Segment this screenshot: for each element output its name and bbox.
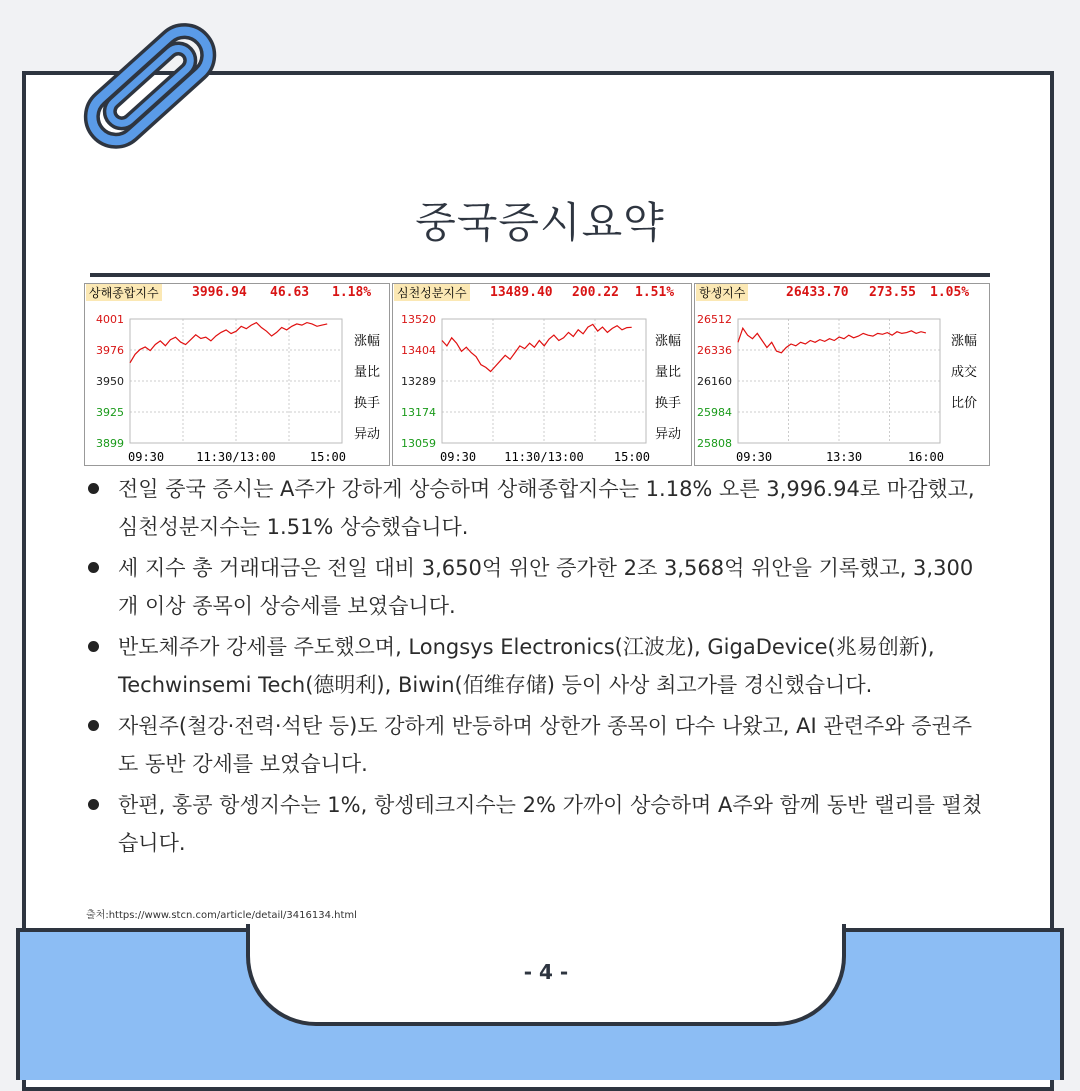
index-pct: 1.51% <box>635 285 675 300</box>
side-label: 换手 <box>354 396 381 411</box>
chart-shenzhen-component <box>392 283 692 466</box>
side-label: 比价 <box>951 396 978 411</box>
side-label: 成交 <box>951 365 978 380</box>
chart-header <box>694 283 990 303</box>
y-tick-label: 4001 <box>96 313 124 326</box>
page-title: 중국증시요약 <box>415 198 665 247</box>
chart-header <box>84 283 390 303</box>
index-name: 항셍지수 <box>696 284 748 301</box>
index-name: 상해종합지수 <box>86 284 162 301</box>
y-tick-label: 3976 <box>96 344 124 357</box>
x-tick-label: 09:30 <box>440 450 477 464</box>
index-pct: 1.05% <box>930 285 970 300</box>
side-label: 涨幅 <box>655 334 682 349</box>
page-number-tab <box>246 924 846 1026</box>
index-pct: 1.18% <box>332 285 372 300</box>
side-label: 量比 <box>354 365 381 380</box>
y-tick-label: 13404 <box>401 344 436 357</box>
chart-shanghai-composite <box>84 283 390 466</box>
side-label: 量比 <box>655 365 682 380</box>
series-line <box>738 328 926 353</box>
index-name: 심천성분지수 <box>394 284 470 301</box>
y-tick-label: 25984 <box>697 406 732 419</box>
x-tick-label: 11:30/13:00 <box>196 450 276 464</box>
y-tick-label: 25808 <box>697 437 732 450</box>
x-tick-label: 09:30 <box>128 450 165 464</box>
y-tick-label: 26512 <box>697 313 732 326</box>
side-label: 换手 <box>655 396 682 411</box>
y-tick-label: 13289 <box>401 375 436 388</box>
side-label: 异动 <box>354 427 381 442</box>
y-tick-label: 26160 <box>697 375 732 388</box>
x-tick-label: 09:30 <box>736 450 773 464</box>
y-tick-label: 26336 <box>697 344 732 357</box>
index-price: 13489.40 <box>490 285 553 300</box>
series-line <box>442 324 632 371</box>
list-item: 세 지수 총 거래대금은 전일 대비 3,650억 위안 증가한 2조 3,568억 위안을 기록했고, 3,300개 이상 종목이 상승세를 보였습니다. <box>88 549 988 625</box>
source-citation: 출처:https://www.stcn.com/article/detail/3416134.html <box>86 910 357 921</box>
list-item: 전일 중국 증시는 A주가 강하게 상승하며 상해종합지수는 1.18% 오른 3,996.94로 마감했고, 심천성분지수는 1.51% 상승했습니다. <box>88 470 988 546</box>
x-tick-label: 15:00 <box>613 450 650 464</box>
x-tick-label: 13:30 <box>825 450 863 464</box>
x-tick-label: 16:00 <box>907 450 944 464</box>
list-item: 반도체주가 강세를 주도했으며, Longsys Electronics(江波龙), GigaDevice(兆易创新), Techwinsemi Tech(德明利), Biwin(佰维存储) 등이 사상 최고가를 경신했습니다. <box>88 628 988 704</box>
title-divider <box>90 273 990 277</box>
list-item: 한편, 홍콩 항셍지수는 1%, 항셍테크지수는 2% 가까이 상승하며 A주와 함께 동반 랠리를 펼쳤습니다. <box>88 786 988 862</box>
y-tick-label: 3925 <box>96 406 124 419</box>
x-tick-label: 11:30/13:00 <box>504 450 584 464</box>
chart-header <box>392 283 692 303</box>
index-price: 26433.70 <box>786 285 849 300</box>
series-line <box>130 323 327 363</box>
y-tick-label: 3899 <box>96 437 124 450</box>
y-tick-label: 3950 <box>96 375 124 388</box>
side-label: 涨幅 <box>951 334 978 349</box>
side-label: 涨幅 <box>354 334 381 349</box>
page-number: - 4 - <box>523 960 569 984</box>
chart-canvas <box>694 283 990 466</box>
side-label: 异动 <box>655 427 682 442</box>
y-tick-label: 13059 <box>401 437 436 450</box>
chart-hang-seng <box>694 283 990 466</box>
index-change: 200.22 <box>572 285 619 300</box>
index-price: 3996.94 <box>192 285 247 300</box>
chart-canvas <box>84 283 390 466</box>
list-item: 자원주(철강·전력·석탄 등)도 강하게 반등하며 상한가 종목이 다수 나왔고, AI 관련주와 증권주도 동반 강세를 보였습니다. <box>88 707 988 783</box>
chart-canvas <box>392 283 692 466</box>
index-change: 273.55 <box>869 285 916 300</box>
index-change: 46.63 <box>270 285 310 300</box>
summary-bullet-list <box>88 470 988 865</box>
y-tick-label: 13174 <box>401 406 436 419</box>
y-tick-label: 13520 <box>401 313 436 326</box>
paperclip-icon <box>62 10 232 170</box>
x-tick-label: 15:00 <box>309 450 346 464</box>
